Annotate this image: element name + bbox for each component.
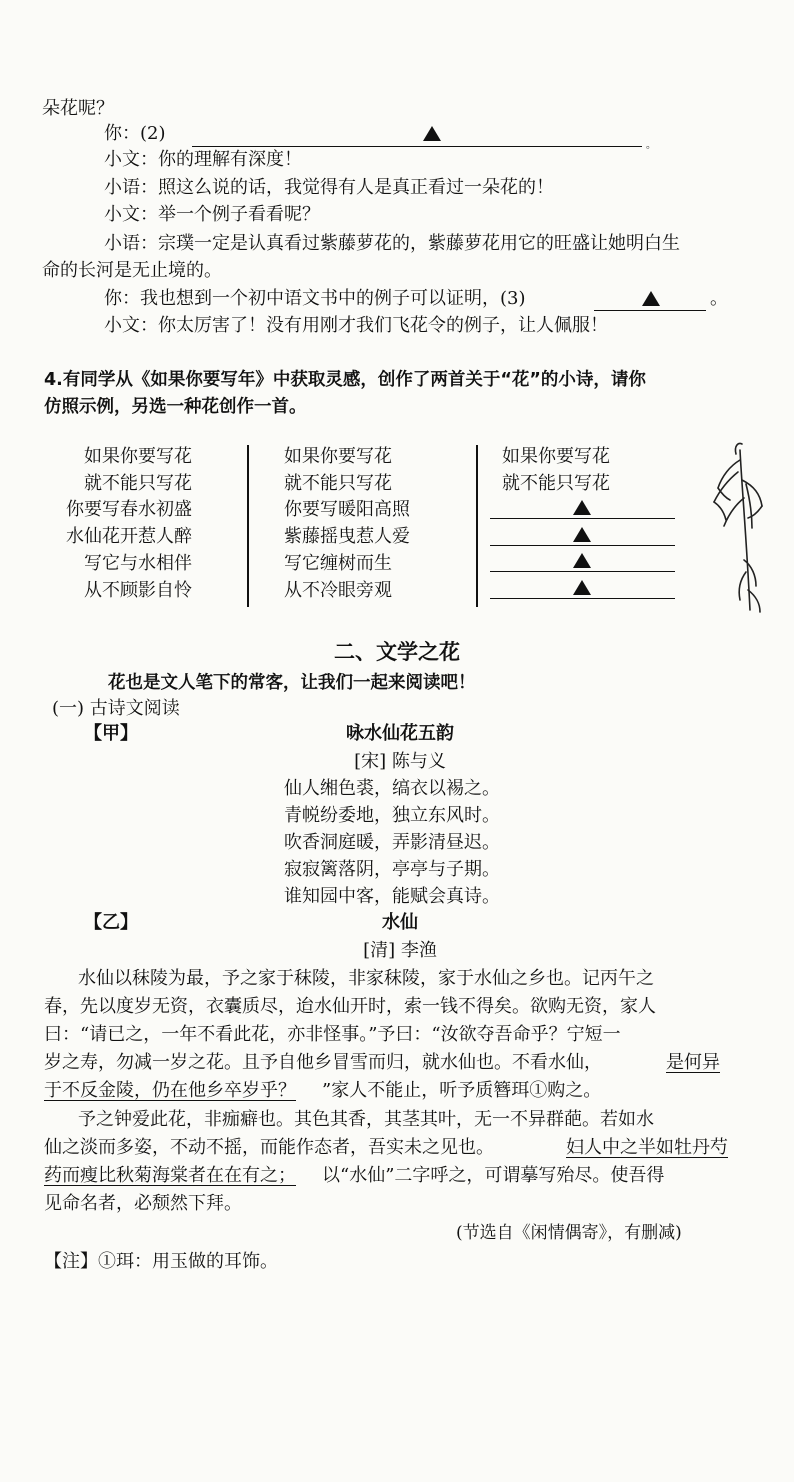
- subsection-title: (一) 古诗文阅读: [52, 698, 180, 719]
- passage-line: 见命名者，必颓然下拜。: [44, 1193, 242, 1214]
- poem2-line: 从不冷眼旁观: [284, 580, 392, 601]
- poem-line: 寂寂篱落阴，亭亭与子期。: [284, 859, 500, 880]
- dialogue-line: 小语：照这么说的话，我觉得有人是真正看过一朵花的！: [104, 177, 554, 198]
- passage-line: 予之钟爱此花，非痂癖也。其色其香，其茎其叶，无一不异群葩。若如水: [78, 1109, 654, 1130]
- poem1-line: 水仙花开惹人醉: [66, 526, 192, 547]
- poem2-line: 你要写暖阳高照: [284, 499, 410, 520]
- passage-tag-yi: 【乙】: [84, 912, 138, 933]
- poem2-line: 紫藤摇曳惹人爱: [284, 526, 410, 547]
- passage-line: 以“水仙”二字呼之，可谓摹写殆尽。使吾得: [322, 1165, 665, 1186]
- dialogue-line: 。: [710, 288, 728, 309]
- flower-sketch-icon: [700, 440, 780, 620]
- dialogue-line: 命的长河是无止境的。: [42, 260, 222, 281]
- question-4-line: 仿照示例，另选一种花创作一首。: [44, 397, 307, 417]
- column-divider: [247, 445, 249, 607]
- poem-answer-blank[interactable]: [490, 518, 675, 519]
- poem2-line: 写它缠树而生: [284, 553, 392, 574]
- dialogue-line: 小文：举一个例子看看呢？: [104, 204, 320, 225]
- poem2-line: 如果你要写花: [284, 446, 392, 467]
- poem-answer-blank[interactable]: [490, 598, 675, 599]
- passage-author: [清] 李渔: [363, 940, 437, 961]
- underlined-sentence: 药而瘦比秋菊海棠者在在有之；: [44, 1165, 296, 1186]
- dialogue-line: 朵花呢？: [42, 98, 114, 119]
- triangle-marker-icon: [642, 291, 660, 306]
- source-citation: (节选自《闲情偶寄》，有删减): [456, 1223, 682, 1243]
- column-divider: [476, 445, 478, 607]
- footnote: 【注】①珥：用玉做的耳饰。: [44, 1251, 278, 1272]
- poem-author: [宋] 陈与义: [354, 751, 446, 772]
- triangle-marker-icon: [573, 500, 591, 515]
- passage-title: 水仙: [382, 912, 418, 933]
- poem-answer-blank[interactable]: [490, 571, 675, 572]
- dialogue-line: 你：我也想到一个初中语文书中的例子可以证明，(3): [104, 288, 526, 309]
- passage-line: ”家人不能止，听予质簪珥①购之。: [322, 1080, 602, 1101]
- underlined-sentence: 于不反金陵，仍在他乡卒岁乎？: [44, 1080, 296, 1101]
- period-mark: 。: [646, 140, 656, 151]
- dialogue-line: 你：(2): [104, 123, 166, 144]
- poem1-line: 如果你要写花: [84, 446, 192, 467]
- passage-line: 春，先以度岁无资，衣囊质尽，迨水仙开时，索一钱不得矣。欲购无资，家人: [44, 996, 656, 1017]
- passage-line: 仙之淡而多姿，不动不摇，而能作态者，吾实未之见也。: [44, 1137, 494, 1158]
- passage-line: 岁之寿，勿减一岁之花。且予自他乡冒雪而归，就水仙也。不看水仙，: [44, 1052, 602, 1073]
- section-title: 二、文学之花: [334, 640, 460, 664]
- poem2-line: 就不能只写花: [284, 473, 392, 494]
- poem-answer-blank[interactable]: [490, 545, 675, 546]
- triangle-marker-icon: [423, 126, 441, 141]
- dialogue-line: 小文：你太厉害了！没有用刚才我们飞花令的例子，让人佩服！: [104, 315, 608, 336]
- answer-blank-3[interactable]: [594, 310, 706, 311]
- poem1-line: 你要写春水初盛: [66, 499, 192, 520]
- poem1-line: 写它与水相伴: [84, 553, 192, 574]
- triangle-marker-icon: [573, 527, 591, 542]
- passage-tag-jia: 【甲】: [84, 723, 138, 744]
- poem-title: 咏水仙花五韵: [346, 723, 454, 744]
- underlined-sentence: 妇人中之半如牡丹芍: [566, 1137, 728, 1158]
- poem-line: 仙人缃色裘，缟衣以裼之。: [284, 778, 500, 799]
- poem-line: 吹香洞庭暖，弄影清昼迟。: [284, 832, 500, 853]
- question-4-line: 4.有同学从《如果你要写年》中获取灵感，创作了两首关于“花”的小诗，请你: [44, 370, 646, 390]
- poem1-line: 就不能只写花: [84, 473, 192, 494]
- dialogue-line: 小文：你的理解有深度！: [104, 149, 302, 170]
- triangle-marker-icon: [573, 553, 591, 568]
- poem-line: 谁知园中客，能赋会真诗。: [284, 886, 500, 907]
- underlined-sentence: 是何异: [666, 1052, 720, 1073]
- poem1-line: 从不顾影自怜: [84, 580, 192, 601]
- answer-blank-2[interactable]: [192, 146, 642, 147]
- passage-line: 水仙以秣陵为最，予之家于秣陵，非家秣陵，家于水仙之乡也。记丙午之: [78, 968, 654, 989]
- section-intro: 花也是文人笔下的常客，让我们一起来阅读吧！: [108, 673, 476, 693]
- poem3-line: 就不能只写花: [502, 473, 610, 494]
- poem3-line: 如果你要写花: [502, 446, 610, 467]
- passage-line: 曰：“请已之，一年不看此花，亦非怪事。”予曰：“汝欲夺吾命乎？宁短一: [44, 1024, 621, 1045]
- triangle-marker-icon: [573, 580, 591, 595]
- poem-line: 青帨纷委地，独立东风时。: [284, 805, 500, 826]
- dialogue-line: 小语：宗璞一定是认真看过紫藤萝花的，紫藤萝花用它的旺盛让她明白生: [104, 233, 680, 254]
